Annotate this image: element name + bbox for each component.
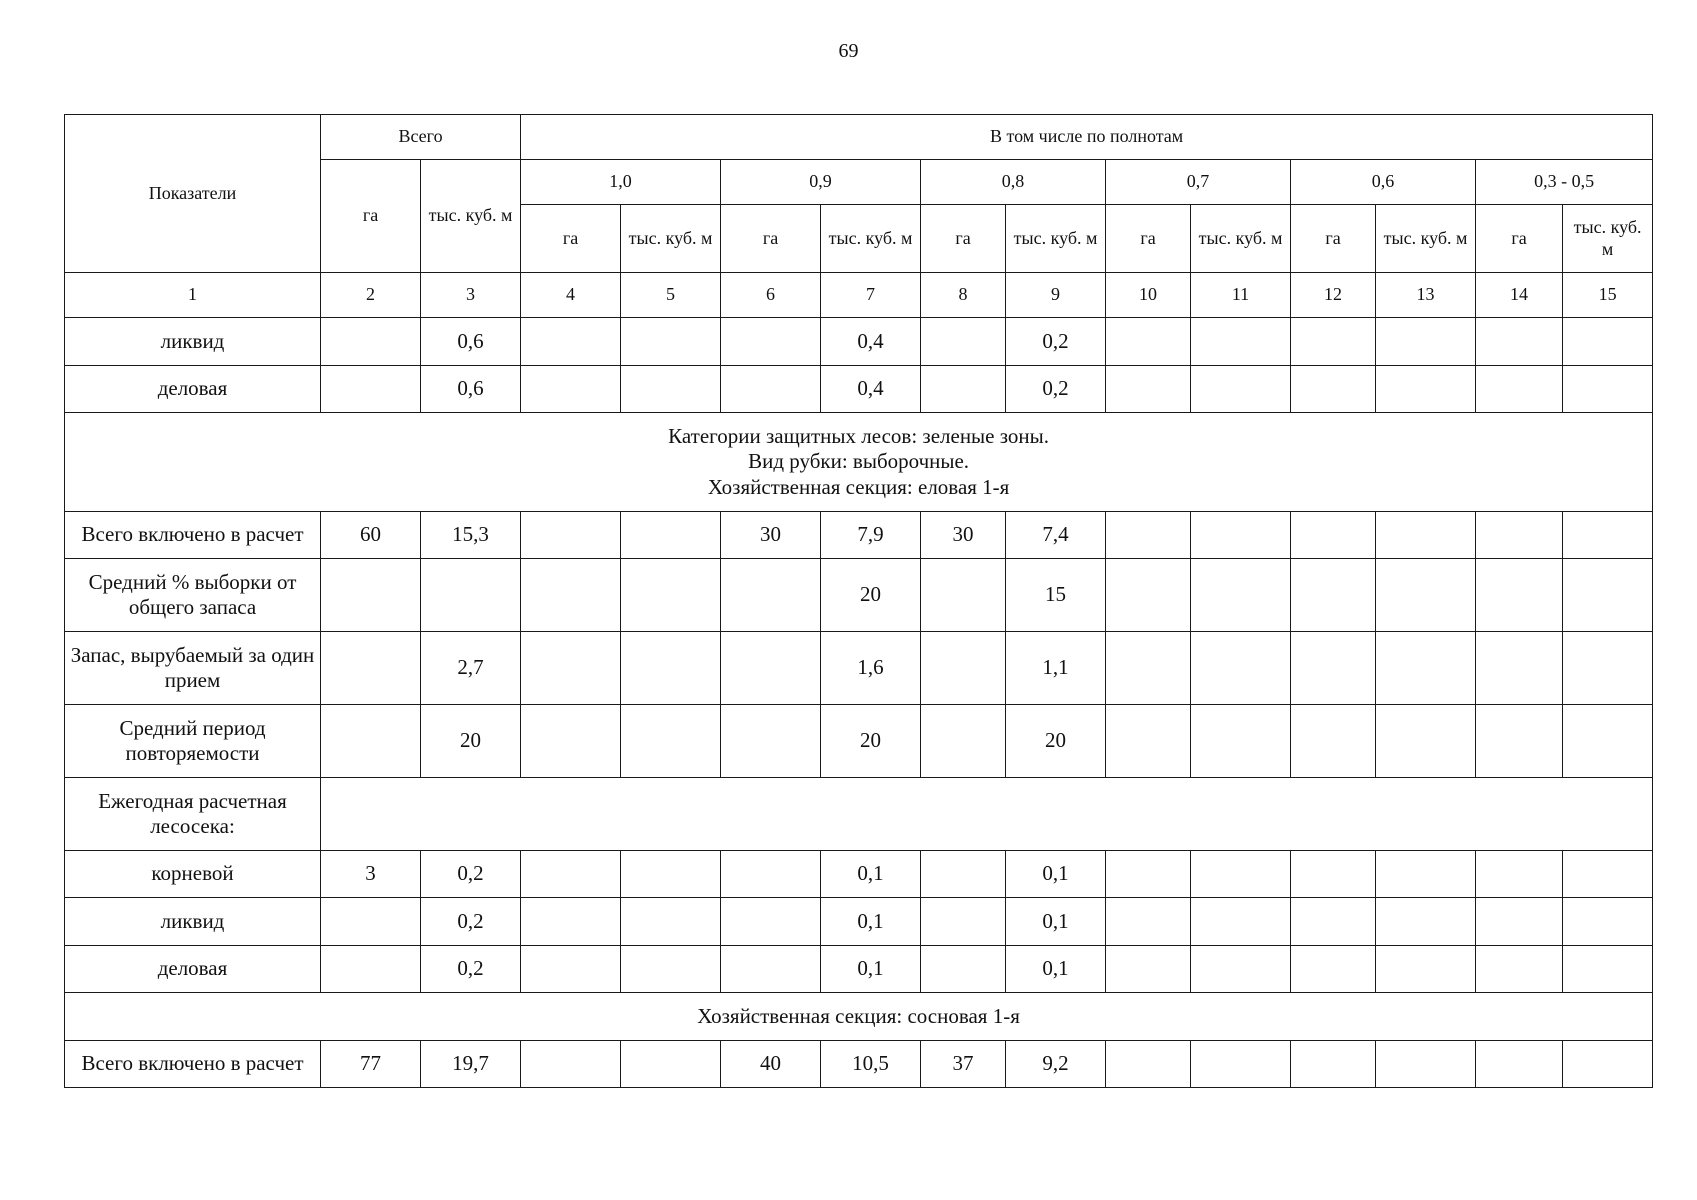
table-cell — [521, 946, 621, 993]
table-cell — [621, 632, 721, 705]
table-cell — [1476, 705, 1563, 778]
section-heading — [65, 993, 1653, 1041]
table-cell — [1563, 632, 1653, 705]
table-cell: 0,1 — [1006, 946, 1106, 993]
table-cell — [1291, 366, 1376, 413]
column-number-row — [65, 273, 1653, 318]
header-unit-ha: га — [1476, 205, 1563, 273]
header-unit-vol: тыс. куб. м — [1006, 205, 1106, 273]
table-cell — [321, 366, 421, 413]
table-cell — [621, 318, 721, 366]
table-cell — [1376, 559, 1476, 632]
header-including: В том числе по полнотам — [521, 115, 1653, 160]
table-cell — [921, 366, 1006, 413]
table-cell: 1,1 — [1006, 632, 1106, 705]
table-cell — [1106, 1041, 1191, 1088]
table-cell — [1106, 898, 1191, 946]
section-heading-line: Категории защитных лесов: зеленые зоны. — [668, 424, 1050, 449]
row-label: Ежегодная расчетная лесосека: — [65, 778, 321, 851]
table-cell: 7,9 — [821, 512, 921, 559]
column-number: 3 — [421, 273, 521, 318]
table-cell — [1563, 318, 1653, 366]
header-unit-vol: тыс. куб. м — [1563, 205, 1653, 273]
table-cell — [1476, 851, 1563, 898]
section-heading-line: Хозяйственная секция: сосновая 1-я — [697, 1003, 1020, 1028]
column-number: 9 — [1006, 273, 1106, 318]
table-cell — [1563, 898, 1653, 946]
table-cell — [1476, 512, 1563, 559]
table-cell — [321, 632, 421, 705]
table-cell: 15 — [1006, 559, 1106, 632]
forest-table — [64, 114, 1653, 1088]
table-cell — [1376, 366, 1476, 413]
table-cell — [1563, 705, 1653, 778]
table-cell — [1291, 632, 1376, 705]
table-cell — [521, 512, 621, 559]
section-heading — [65, 413, 1653, 512]
table-cell — [1106, 512, 1191, 559]
table-cell — [1563, 851, 1653, 898]
table-cell: 20 — [1006, 705, 1106, 778]
row-label: Средний период повторяемости — [65, 705, 321, 778]
table-cell: 0,1 — [1006, 898, 1106, 946]
table-cell: 1,6 — [821, 632, 921, 705]
table-row — [65, 318, 1653, 366]
table-cell: 20 — [421, 705, 521, 778]
table-cell — [1106, 632, 1191, 705]
table-cell — [1563, 946, 1653, 993]
table-cell — [1191, 559, 1291, 632]
row-label: корневой — [65, 851, 321, 898]
row-label: Всего включено в расчет — [65, 1041, 321, 1088]
header-unit-vol: тыс. куб. м — [1376, 205, 1476, 273]
table-cell — [321, 318, 421, 366]
table-cell — [721, 632, 821, 705]
table-cell — [521, 632, 621, 705]
header-row-1 — [65, 115, 1653, 160]
table-cell — [321, 898, 421, 946]
table-row — [65, 946, 1653, 993]
table-cell — [1376, 632, 1476, 705]
table-cell — [1376, 946, 1476, 993]
header-unit-vol: тыс. куб. м — [621, 205, 721, 273]
table-row — [65, 366, 1653, 413]
table-cell — [621, 851, 721, 898]
table-cell — [1291, 705, 1376, 778]
table-cell: 20 — [821, 705, 921, 778]
table-cell — [521, 1041, 621, 1088]
table-cell — [921, 559, 1006, 632]
column-number: 2 — [321, 273, 421, 318]
table-cell — [1563, 512, 1653, 559]
table-cell — [1191, 705, 1291, 778]
table-cell — [921, 898, 1006, 946]
table-cell: 37 — [921, 1041, 1006, 1088]
header-total-vol: тыс. куб. м — [421, 160, 521, 273]
table-cell — [1191, 366, 1291, 413]
table-row — [65, 898, 1653, 946]
annual-label-row — [65, 778, 1653, 851]
table-cell: 0,1 — [821, 898, 921, 946]
table-cell: 2,7 — [421, 632, 521, 705]
column-number: 4 — [521, 273, 621, 318]
table-cell — [1563, 1041, 1653, 1088]
table-cell: 0,6 — [421, 366, 521, 413]
table-cell — [921, 705, 1006, 778]
column-number: 5 — [621, 273, 721, 318]
header-unit-ha: га — [1106, 205, 1191, 273]
header-unit-ha: га — [521, 205, 621, 273]
table-cell — [321, 559, 421, 632]
table-cell — [1291, 512, 1376, 559]
table-cell — [1291, 559, 1376, 632]
table-cell — [621, 898, 721, 946]
table-cell: 0,1 — [821, 851, 921, 898]
table-cell: 20 — [821, 559, 921, 632]
table-cell — [721, 946, 821, 993]
table-cell — [1106, 705, 1191, 778]
table-cell: 30 — [721, 512, 821, 559]
header-unit-ha: га — [921, 205, 1006, 273]
table-cell: 0,4 — [821, 318, 921, 366]
table-cell: 9,2 — [1006, 1041, 1106, 1088]
header-unit-ha: га — [721, 205, 821, 273]
table-cell — [1291, 318, 1376, 366]
table-cell — [721, 705, 821, 778]
table-cell: 0,2 — [421, 946, 521, 993]
table-cell: 7,4 — [1006, 512, 1106, 559]
header-density: 1,0 — [521, 160, 721, 205]
table-cell — [721, 366, 821, 413]
table-cell — [1191, 318, 1291, 366]
table-cell — [1191, 898, 1291, 946]
column-number: 14 — [1476, 273, 1563, 318]
table-row — [65, 705, 1653, 778]
row-label: деловая — [65, 366, 321, 413]
table-cell — [1191, 1041, 1291, 1088]
page-number: 69 — [838, 40, 859, 62]
header-unit-vol: тыс. куб. м — [1191, 205, 1291, 273]
table-cell: 0,2 — [1006, 366, 1106, 413]
table-cell — [1476, 946, 1563, 993]
column-number: 12 — [1291, 273, 1376, 318]
table-cell — [621, 559, 721, 632]
table-cell — [621, 1041, 721, 1088]
table-cell: 3 — [321, 851, 421, 898]
table-cell — [1291, 898, 1376, 946]
table-cell: 30 — [921, 512, 1006, 559]
table-cell — [921, 851, 1006, 898]
column-number: 1 — [65, 273, 321, 318]
column-number: 11 — [1191, 273, 1291, 318]
table-cell: 0,1 — [821, 946, 921, 993]
table-cell: 0,4 — [821, 366, 921, 413]
table-cell — [1376, 318, 1476, 366]
table-cell — [1106, 559, 1191, 632]
section-heading-row — [65, 413, 1653, 512]
table-cell — [621, 946, 721, 993]
table-cell — [621, 366, 721, 413]
column-number: 15 — [1563, 273, 1653, 318]
table-cell: 19,7 — [421, 1041, 521, 1088]
table-cell: 15,3 — [421, 512, 521, 559]
column-number: 8 — [921, 273, 1006, 318]
section-heading-row — [65, 993, 1653, 1041]
header-total-ha: га — [321, 160, 421, 273]
row-label: Средний % выборки от общего запаса — [65, 559, 321, 632]
annual-blank — [321, 778, 1653, 851]
table-cell — [1476, 318, 1563, 366]
table-row — [65, 851, 1653, 898]
table-cell — [1376, 851, 1476, 898]
table-cell — [921, 946, 1006, 993]
row-label: Запас, вырубаемый за один прием — [65, 632, 321, 705]
table-row — [65, 1041, 1653, 1088]
table-cell — [321, 705, 421, 778]
table-cell — [1563, 366, 1653, 413]
row-label: деловая — [65, 946, 321, 993]
table-cell — [521, 898, 621, 946]
table-row — [65, 559, 1653, 632]
header-density: 0,9 — [721, 160, 921, 205]
table-cell: 0,2 — [1006, 318, 1106, 366]
table-cell — [1191, 512, 1291, 559]
table-cell — [1291, 946, 1376, 993]
table-cell — [1106, 851, 1191, 898]
header-density: 0,6 — [1291, 160, 1476, 205]
table-cell — [1291, 1041, 1376, 1088]
table-cell — [1106, 946, 1191, 993]
column-number: 10 — [1106, 273, 1191, 318]
column-number: 13 — [1376, 273, 1476, 318]
table-cell — [1376, 512, 1476, 559]
table-cell — [1291, 851, 1376, 898]
table-cell — [1476, 898, 1563, 946]
table-cell — [721, 898, 821, 946]
table-cell — [521, 851, 621, 898]
table-cell: 60 — [321, 512, 421, 559]
header-density: 0,8 — [921, 160, 1106, 205]
row-label: ликвид — [65, 318, 321, 366]
table-cell — [321, 946, 421, 993]
table-cell — [1476, 632, 1563, 705]
header-total: Всего — [321, 115, 521, 160]
column-number: 6 — [721, 273, 821, 318]
table-cell — [1106, 318, 1191, 366]
table-cell: 0,1 — [1006, 851, 1106, 898]
table-cell — [1376, 705, 1476, 778]
row-label: Всего включено в расчет — [65, 512, 321, 559]
section-heading-line: Хозяйственная секция: еловая 1-я — [707, 474, 1010, 499]
table-cell — [621, 705, 721, 778]
header-unit-ha: га — [1291, 205, 1376, 273]
table-cell — [1476, 1041, 1563, 1088]
table-cell — [1476, 559, 1563, 632]
table-cell — [521, 366, 621, 413]
table-cell: 0,2 — [421, 851, 521, 898]
header-indicators: Показатели — [65, 115, 321, 273]
table-cell: 77 — [321, 1041, 421, 1088]
table-cell — [721, 318, 821, 366]
table-cell — [621, 512, 721, 559]
row-label: ликвид — [65, 898, 321, 946]
table-cell — [721, 851, 821, 898]
table-cell — [1376, 1041, 1476, 1088]
header-density: 0,3 - 0,5 — [1476, 160, 1653, 205]
table-cell — [1106, 366, 1191, 413]
table-cell: 10,5 — [821, 1041, 921, 1088]
table-cell — [721, 559, 821, 632]
table-cell — [521, 559, 621, 632]
table-cell — [1476, 366, 1563, 413]
column-number: 7 — [821, 273, 921, 318]
table-row — [65, 632, 1653, 705]
table-cell — [521, 318, 621, 366]
table-cell: 40 — [721, 1041, 821, 1088]
table-row — [65, 512, 1653, 559]
table-cell: 0,6 — [421, 318, 521, 366]
table-cell — [921, 632, 1006, 705]
table-cell — [1376, 898, 1476, 946]
table-cell: 0,2 — [421, 898, 521, 946]
header-unit-vol: тыс. куб. м — [821, 205, 921, 273]
table-cell — [421, 559, 521, 632]
table-cell — [1563, 559, 1653, 632]
table-cell — [1191, 851, 1291, 898]
table-cell — [521, 705, 621, 778]
header-density: 0,7 — [1106, 160, 1291, 205]
table-cell — [1191, 946, 1291, 993]
table-cell — [921, 318, 1006, 366]
table-cell — [1191, 632, 1291, 705]
section-heading-line: Вид рубки: выборочные. — [748, 449, 970, 474]
